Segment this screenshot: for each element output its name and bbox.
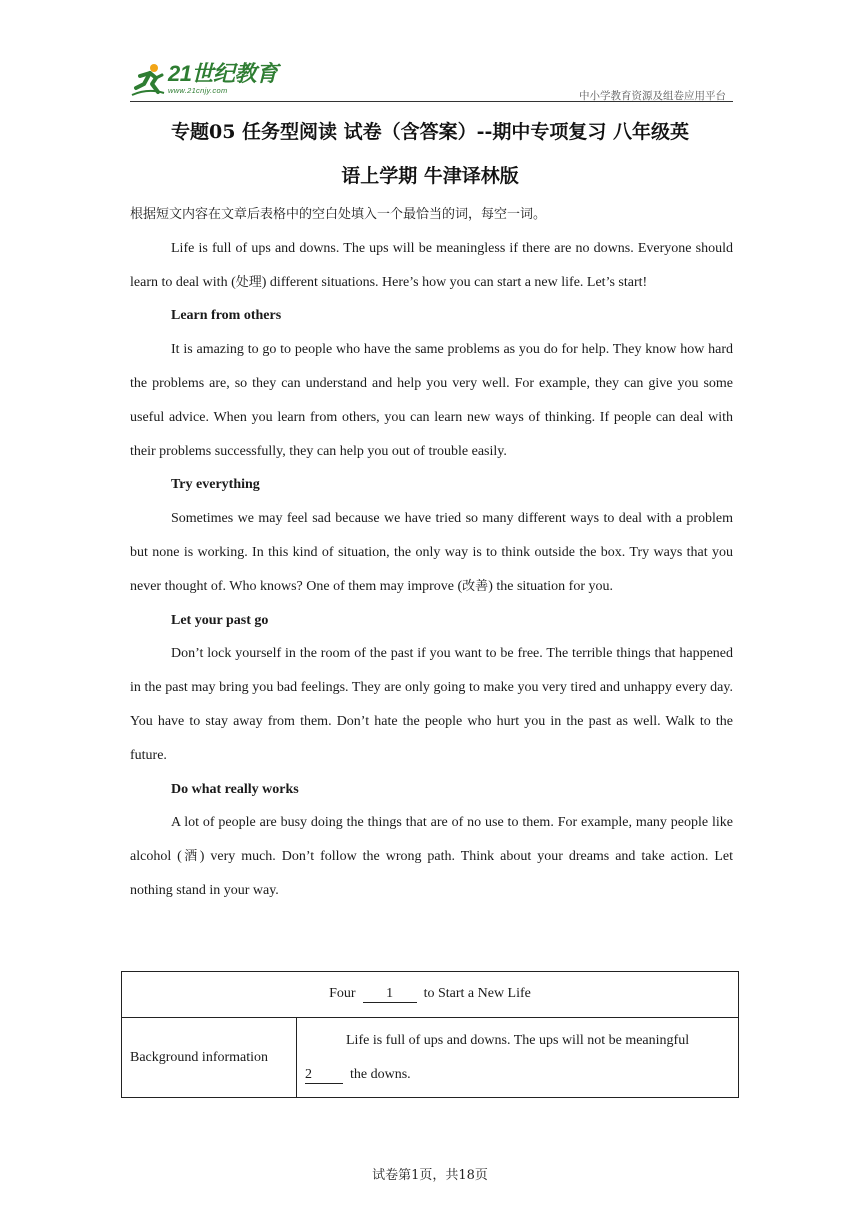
row-content-cell: Life is full of ups and downs. The ups will not be meaningful 2 the downs. [297,1018,739,1098]
title-line-2: 语上学期 牛津译林版 [341,165,519,187]
section-heading: Do what really works [171,781,299,797]
header-divider [130,101,733,102]
section-heading: Try everything [171,477,260,493]
section-paragraph: It is amazing to go to people who have the same problems as you do for help. They know how hard the problems are, so they can understand and help you very well. For example, they can give you some useful advice. When you learn from others, you can learn new ways of thinking. If people can deal with their problems successfully, they can help you out of trouble easily. [130,342,733,459]
page-footer: 试卷第1页，共18页 [372,1168,488,1183]
answer-blank-1[interactable]: 1 [363,986,417,1003]
header-tagline: 中小学教育资源及组卷应用平台 [579,90,726,102]
page-header [130,62,730,102]
task-table [121,971,739,1098]
section-heading: Learn from others [171,308,282,324]
answer-blank-2[interactable]: 2 [305,1067,343,1084]
instruction: 根据短文内容在文章后表格中的空白处填入一个最恰当的词，每空一词。 [130,207,547,222]
logo-wordmark: 21世纪教育 [168,61,278,86]
table-title-cell: Four 1 to Start a New Life [122,972,739,1018]
section-paragraph: Sometimes we may feel sad because we have tried so many different ways to deal with a problem but none is working. In this kind of situation, the only way is to think outside the box. Try ways that you never thought of. Who knows? One of them may improve (改善) the situation for you. [130,511,733,594]
gloss: 改善 [462,578,489,594]
table-row [122,972,739,1018]
logo-url: www.21cnjy.com [168,86,228,95]
logo [130,62,277,100]
section-paragraph: A lot of people are busy doing the things that are of no use to them. For example, many people like alcohol (酒) very much. Don’t follow the wrong path. Think about your dreams and take action. Let nothing stand in your way. [130,815,733,898]
row-label-cell: Background information [122,1018,297,1098]
section-heading: Let your past go [171,612,269,628]
intro-paragraph: Life is full of ups and downs. The ups will be meaningless if there are no downs. Everyone should learn to deal with (处理) different situations. Here’s how you can start a new life. Let’s start! [130,240,733,290]
gloss: 酒 [181,849,200,865]
document-title [120,110,740,198]
running-figure-icon [130,62,166,98]
section-paragraph: Don’t lock yourself in the room of the past if you want to be free. The terrible things that happened in the past may bring you bad feelings. They are only going to make you very tired and unhappy every day. You have to stay away from them. Don’t hate the people who hurt you in the past as well. Walk to the future. [130,646,733,763]
title-line-1: 专题05 任务型阅读 试卷（含答案）--期中专项复习 八年级英 [170,121,690,143]
table-row [122,1018,739,1098]
passage [130,198,733,908]
gloss: 处理 [235,274,262,290]
